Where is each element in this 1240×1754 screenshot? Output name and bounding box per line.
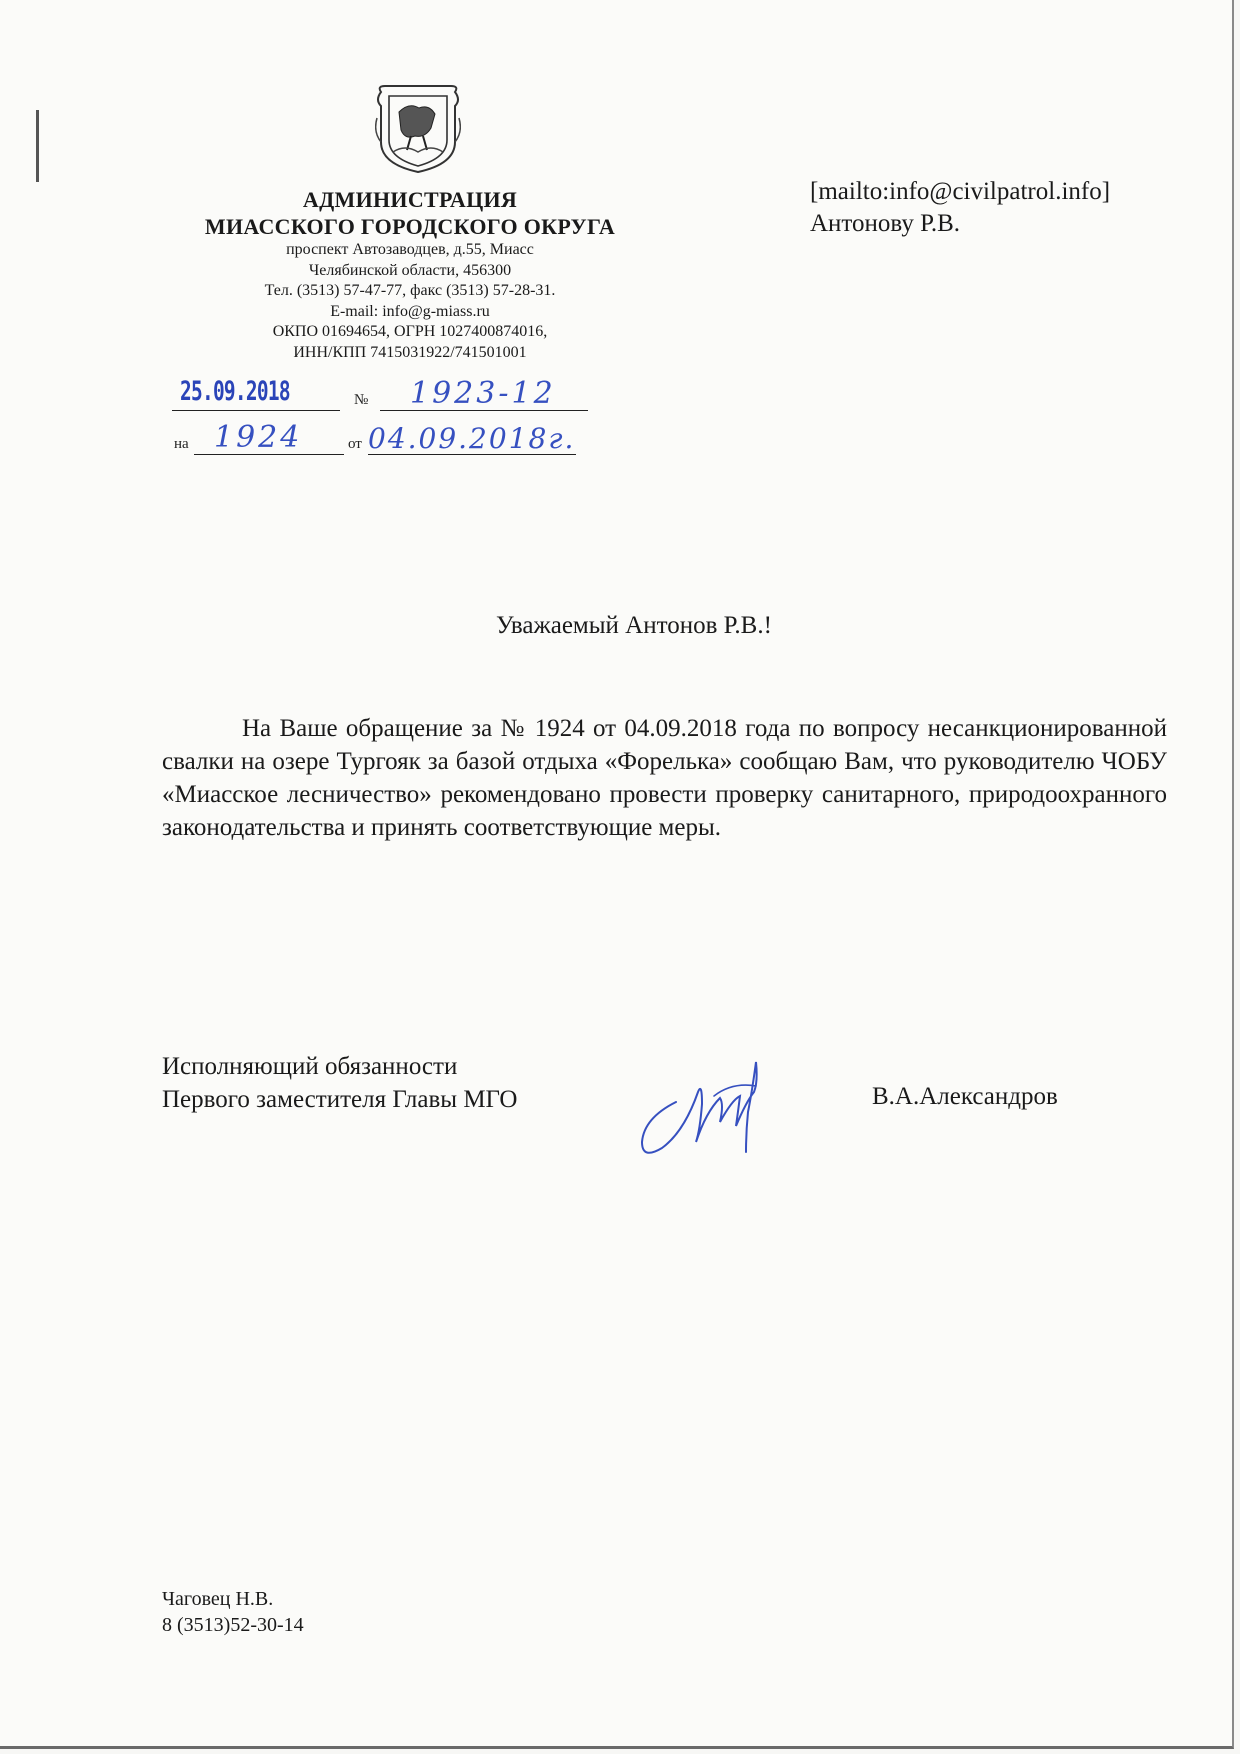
org-name-line1: АДМИНИСТРАЦИЯ [302,187,518,212]
org-email: E-mail: info@g-miass.ru [330,302,490,320]
org-phone: Тел. (3513) 57-47-77, факс (3513) 57-28-31. [264,282,556,299]
margin-mark [36,110,39,182]
from-label: от [348,436,362,452]
position-line2: Первого заместителя Главы МГО [162,1086,518,1113]
handwritten-signature [636,1052,786,1162]
signatory-name: В.А.Александров [872,1083,1058,1110]
date-stamp: 25.09.2018 [180,376,290,407]
letter-body [162,712,1167,844]
executor-phone: 8 (3513)52-30-14 [162,1614,304,1636]
coat-of-arms-icon [375,82,461,174]
on-label: на [174,436,189,452]
org-address1: проспект Автозаводцев, д.55, Миасс [286,241,534,258]
org-inn: ИНН/КПП 7415031922/741501001 [293,343,527,361]
org-okpo: ОКПО 01694654, ОГРН 1027400874016, [272,323,548,340]
signatory-position [162,1050,517,1116]
organization-header [160,186,660,363]
org-name-line2: МИАССКОГО ГОРОДСКОГО ОКРУГА [204,214,616,239]
recipient-name: Антонову Р.В. [810,210,961,237]
recipient-mailto: [mailto:info@civilpatrol.info] [810,178,1111,205]
org-address2: Челябинской области, 456300 [308,261,512,279]
letter-body-text: На Ваше обращение за № 1924 от 04.09.2018 года по вопросу несанкционированной свалки на озере Тургояк за базой отдыха «Форелька» сообщаю Вам, что руководителю ЧОБУ «Миасское лесничество» рекомендовано провести проверку санитарного, природоохранного законодательства и принять соответствующие меры. [162,715,1167,841]
executor-name: Чаговец Н.В. [162,1588,274,1610]
salutation: Уважаемый Антонов Р.В.! [496,612,772,639]
from-handwritten: 04.09.2018г. [368,422,576,455]
position-line1: Исполняющий обязанности [162,1053,458,1080]
number-handwritten: 1923-12 [410,376,556,411]
recipient-block [810,176,1110,240]
date-underline [172,410,340,411]
number-label: № [354,392,369,408]
executor-block [162,1586,304,1638]
on-handwritten: 1924 [214,420,303,455]
